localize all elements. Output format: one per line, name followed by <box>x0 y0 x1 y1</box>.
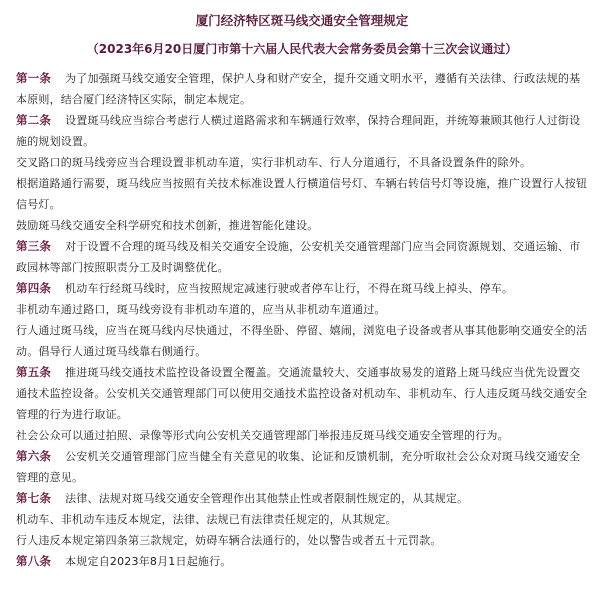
article-paragraph <box>16 446 588 488</box>
paragraph-text: 社会公众可以通过拍照、录像等形式向公安机关交通管理部门举报违反斑马线交通安全管理的行为。 <box>16 429 509 442</box>
paragraph <box>16 173 588 215</box>
article-number: 第五条 <box>16 365 52 379</box>
paragraph-text: 行人违反本规定第四条第三款规定，妨碍车辆合法通行的，处以警告或者五十元罚款。 <box>16 534 442 547</box>
article-number: 第七条 <box>16 491 52 505</box>
article-number: 第八条 <box>16 554 52 568</box>
paragraph <box>16 299 588 320</box>
paragraph <box>16 320 588 362</box>
paragraph-text: 对于设置不合理的斑马线及相关交通安全设施，公安机关交通管理部门应当会同资源规划、交通运输、市政园林等部门按照职责分工及时调整优化。 <box>16 240 581 274</box>
paragraph-text: 本规定自2023年8月1日起施行。 <box>65 555 232 568</box>
article-number: 第二条 <box>16 113 52 127</box>
paragraph <box>16 152 588 173</box>
article-number: 第一条 <box>16 71 52 85</box>
paragraph-text: 推进斑马线交通技术监控设备设置全覆盖。交通流量较大、交通事故易发的道路上斑马线应当优先设置交通技术监控设备。公安机关交通管理部门可以使用交通技术监控设备对机动车、非机动车、行人违反斑马线交通安全管理的行为进行取证。 <box>16 366 588 421</box>
article-paragraph <box>16 488 588 509</box>
document-title: 厦门经济特区斑马线交通安全管理规定 <box>195 13 409 28</box>
article-paragraph <box>16 68 588 110</box>
paragraph-text: 设置斑马线应当综合考虑行人横过道路需求和车辆通行效率，保持合理间距，并统筹兼顾其他行人过街设施的规划设置。 <box>16 114 581 148</box>
paragraph-text: 机动车行经斑马线时，应当按照规定减速行驶或者停车让行，不得在斑马线上掉头、停车。 <box>65 282 514 295</box>
paragraph-text: 公安机关交通管理部门应当健全有关意见的收集、论证和反馈机制，充分听取社会公众对斑马线交通安全管理的意见。 <box>16 450 581 484</box>
article-number: 第六条 <box>16 449 52 463</box>
paragraph-text: 根据道路通行需要，斑马线应当按照有关技术标准设置人行横道信号灯、车辆右转信号灯等设施，推广设置行人按钮信号灯。 <box>16 177 588 211</box>
paragraph-text: 法律、法规对斑马线交通安全管理作出其他禁止性或者限制性规定的，从其规定。 <box>65 492 469 505</box>
paragraph <box>16 509 588 530</box>
document-body <box>16 68 588 572</box>
article-paragraph <box>16 551 588 572</box>
article-paragraph <box>16 278 588 299</box>
article-paragraph <box>16 362 588 425</box>
paragraph-text: 机动车、非机动车违反本规定，法律、法规已有法律责任规定的，从其规定。 <box>16 513 397 526</box>
paragraph <box>16 530 588 551</box>
article-paragraph <box>16 110 588 152</box>
paragraph <box>16 425 588 446</box>
paragraph-text: 鼓励斑马线交通安全科学研究和技术创新，推进智能化建设。 <box>16 219 319 232</box>
document-subtitle: （2023年6月20日厦门市第十六届人民代表大会常务委员会第十三次会议通过） <box>86 42 518 56</box>
paragraph-text: 非机动车通过路口，斑马线旁设有非机动车道的，应当从非机动车道通过。 <box>16 303 386 316</box>
paragraph-text: 为了加强斑马线交通安全管理，保护人身和财产安全，提升交通文明水平，遵循有关法律、行政法规的基本原则，结合厦门经济特区实际，制定本规定。 <box>16 72 581 106</box>
article-paragraph <box>16 236 588 278</box>
article-number: 第三条 <box>16 239 52 253</box>
article-number: 第四条 <box>16 281 52 295</box>
paragraph-text: 行人通过斑马线，应当在斑马线内尽快通过，不得坐卧、停留、嬉闹，浏览电子设备或者从事其他影响交通安全的活动。倡导行人通过斑马线靠右侧通行。 <box>16 324 588 358</box>
paragraph-text: 交叉路口的斑马线旁应当合理设置非机动车道，实行非机动车、行人分道通行，不具备设置条件的除外。 <box>16 156 532 169</box>
paragraph <box>16 215 588 236</box>
